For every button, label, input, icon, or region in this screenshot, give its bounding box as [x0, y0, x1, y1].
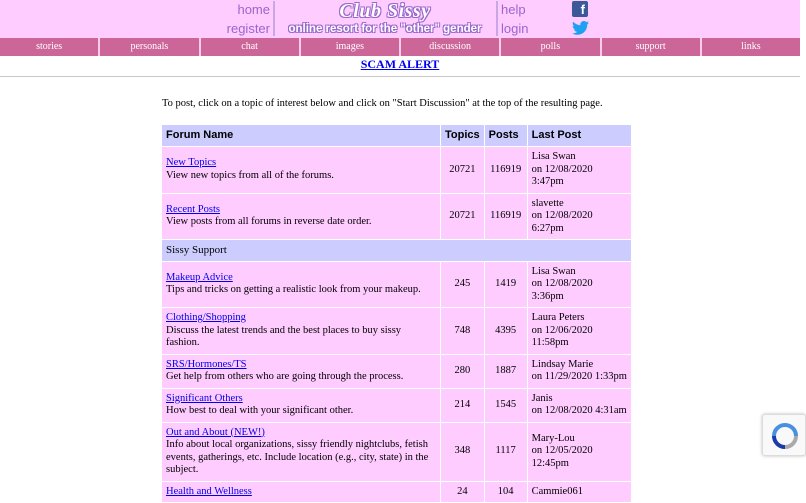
- posts-count: 1545: [485, 389, 527, 422]
- topics-count: 24: [441, 482, 484, 503]
- register-link[interactable]: register: [226, 21, 270, 36]
- divider: [0, 76, 800, 77]
- last-post-user: Lisa Swan: [531, 265, 576, 277]
- topics-count: 748: [441, 308, 484, 354]
- last-post-date: on 12/08/2020 3:47pm: [531, 163, 593, 187]
- last-post-cell: [528, 389, 631, 422]
- forum-cell: [162, 355, 440, 388]
- forum-cell: [162, 423, 440, 481]
- forum-link-makeup-advice[interactable]: Makeup Advice: [166, 271, 233, 283]
- posts-count: 104: [485, 482, 527, 503]
- category-sissy-support: Sissy Support: [162, 240, 631, 261]
- last-post-date: on 12/08/2020 6:27pm: [531, 210, 593, 234]
- forum-cell: [162, 194, 440, 240]
- last-post-date: on 12/06/2020 11:58pm: [531, 324, 593, 348]
- nav-support[interactable]: support: [600, 38, 700, 56]
- social-links: [572, 0, 590, 41]
- forum-cell: [162, 262, 440, 308]
- facebook-icon[interactable]: f: [572, 1, 588, 17]
- posts-count: 1419: [485, 262, 527, 308]
- scam-alert-bar: [0, 56, 800, 72]
- forum-cell: [162, 482, 440, 503]
- header-topics: Topics: [441, 125, 484, 146]
- forum-table: [161, 124, 632, 503]
- header-right-links: [501, 0, 528, 38]
- site-header: [0, 0, 800, 38]
- last-post-cell: [528, 147, 631, 193]
- table-row: [162, 355, 631, 388]
- forum-description: How best to deal with your significant other.: [166, 405, 354, 416]
- header-divider-left: [273, 1, 275, 36]
- header-left-links: [215, 0, 270, 38]
- table-row: [162, 482, 631, 503]
- site-brand[interactable]: [276, 0, 494, 36]
- nav-discussion[interactable]: discussion: [399, 38, 499, 56]
- main-nav: [0, 38, 800, 56]
- last-post-date: on 12/05/2020 12:45pm: [531, 445, 593, 469]
- last-post-cell: [528, 355, 631, 388]
- nav-personals[interactable]: personals: [98, 38, 198, 56]
- forum-link-recent-posts[interactable]: Recent Posts: [166, 203, 220, 215]
- forum-description: View posts from all forums in reverse date order.: [166, 216, 372, 228]
- home-link[interactable]: home: [237, 2, 270, 17]
- topics-count: 20721: [441, 147, 484, 193]
- posts-count: 1887: [485, 355, 527, 388]
- forum-description: Discuss the latest trends and the best places to buy sissy fashion.: [166, 324, 402, 348]
- topics-count: 348: [441, 423, 484, 481]
- recaptcha-badge[interactable]: [762, 414, 806, 456]
- forum-description: Get help from others who are going through the process.: [166, 371, 404, 382]
- posts-count: 116919: [485, 147, 527, 193]
- table-row: [162, 194, 631, 240]
- forum-description: Tips and tricks on getting a realistic look from your makeup.: [166, 284, 421, 296]
- last-post-user: Laura Peters: [531, 312, 585, 323]
- forum-link-srs-hormones-ts[interactable]: SRS/Hormones/TS: [166, 358, 247, 370]
- forum-cell: [162, 147, 440, 193]
- header-divider-right: [496, 1, 498, 36]
- scam-alert-link[interactable]: SCAM ALERT: [360, 57, 440, 71]
- posts-count: 116919: [485, 194, 527, 240]
- login-link[interactable]: login: [501, 21, 529, 36]
- forum-link-out-and-about[interactable]: Out and About (NEW!): [166, 426, 265, 438]
- forum-link-clothing-shopping[interactable]: Clothing/Shopping: [166, 312, 246, 323]
- site-tagline: online resort for the "other" gender: [288, 23, 482, 35]
- recaptcha-icon: [770, 421, 800, 451]
- last-post-cell: [528, 423, 631, 481]
- site-logo-title: Club Sissy: [339, 0, 431, 22]
- last-post-date: on 12/08/2020 4:31am: [531, 405, 627, 416]
- category-row: [162, 240, 631, 261]
- topics-count: 20721: [441, 194, 484, 240]
- last-post-user: Cammie061: [531, 485, 583, 497]
- last-post-user: Lindsay Marie: [531, 358, 594, 370]
- help-link[interactable]: help: [501, 2, 526, 17]
- table-row: [162, 308, 631, 354]
- forum-cell: [162, 389, 440, 422]
- last-post-cell: [528, 482, 631, 503]
- posts-count: 4395: [485, 308, 527, 354]
- last-post-user: slavette: [531, 197, 564, 209]
- posts-count: 1117: [485, 423, 527, 481]
- forum-link-new-topics[interactable]: New Topics: [166, 157, 217, 169]
- forum-description: Info about local organizations, sissy friendly nightclubs, fetish events, gatherings, etc. Include location (e.g., city, state) in the subject.: [166, 439, 429, 475]
- twitter-icon[interactable]: [572, 20, 589, 36]
- last-post-user: Mary-Lou: [531, 432, 575, 444]
- nav-links[interactable]: links: [700, 38, 800, 56]
- topics-count: 245: [441, 262, 484, 308]
- table-row: [162, 147, 631, 193]
- topics-count: 280: [441, 355, 484, 388]
- last-post-user: Lisa Swan: [531, 151, 576, 162]
- header-posts: Posts: [485, 125, 527, 146]
- table-row: [162, 262, 631, 308]
- nav-images[interactable]: images: [299, 38, 399, 56]
- table-header-row: [162, 125, 631, 146]
- table-row: [162, 423, 631, 481]
- header-last-post: Last Post: [528, 125, 631, 146]
- last-post-cell: [528, 308, 631, 354]
- header-forum-name: Forum Name: [162, 125, 440, 146]
- last-post-user: Janis: [531, 392, 553, 404]
- table-row: [162, 389, 631, 422]
- last-post-cell: [528, 262, 631, 308]
- intro-text: To post, click on a topic of interest below and click on "Start Discussion" at the top of the resulting page.: [162, 98, 603, 109]
- nav-chat[interactable]: chat: [199, 38, 299, 56]
- forum-link-health-and-wellness[interactable]: Health and Wellness: [166, 485, 252, 497]
- forum-description: View new topics from all of the forums.: [166, 169, 334, 181]
- forum-link-significant-others[interactable]: Significant Others: [166, 392, 243, 404]
- forum-cell: [162, 308, 440, 354]
- last-post-cell: [528, 194, 631, 240]
- nav-stories[interactable]: stories: [36, 41, 63, 52]
- last-post-date: on 11/29/2020 1:33pm: [531, 371, 627, 382]
- nav-polls[interactable]: polls: [499, 38, 599, 56]
- last-post-date: on 12/08/2020 3:36pm: [531, 278, 593, 302]
- topics-count: 214: [441, 389, 484, 422]
